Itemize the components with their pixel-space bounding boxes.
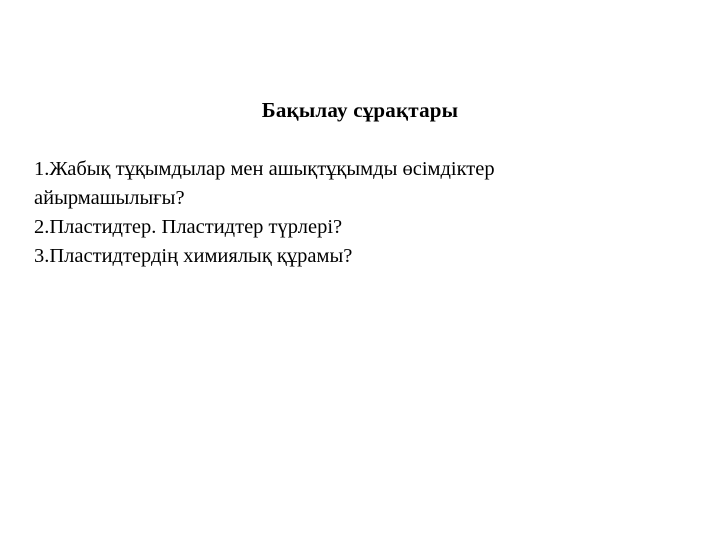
page-title: Бақылау сұрақтары [261,98,459,122]
question-line-3: 3.Пластидтердің химиялық құрамы? [34,245,353,268]
question-list [34,155,694,271]
question-line-2: 2.Пластидтер. Пластидтер түрлері? [34,216,343,239]
question-line-1: 1.Жабық тұқымдылар мен ашықтұқымды өсімдіктер [34,158,495,180]
question-line-1-continued: айырмашылығы? [34,187,185,210]
